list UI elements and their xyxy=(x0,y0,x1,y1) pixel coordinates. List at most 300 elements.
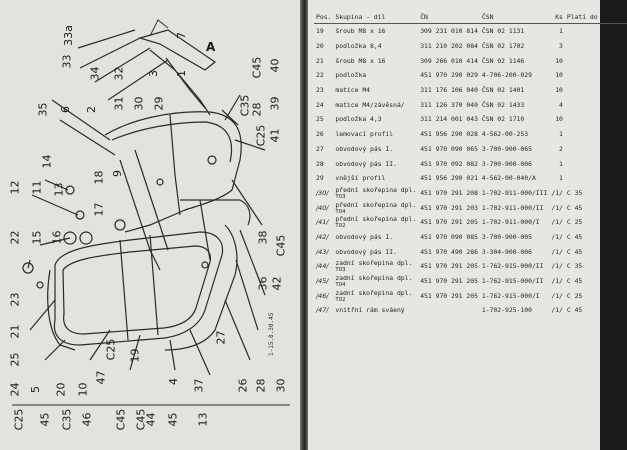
cell-ks xyxy=(549,68,565,83)
part-label: 28 xyxy=(250,102,264,117)
part-label: 13 xyxy=(196,412,210,427)
cell-csn-text: 3-700-900-005 xyxy=(481,232,532,241)
cell-name xyxy=(333,39,418,54)
cell-note xyxy=(565,303,627,318)
cell-csn-text: 1-702-925-100 xyxy=(481,306,532,315)
cell-cn-text: 451 970 291 205 xyxy=(420,291,478,300)
cell-pos xyxy=(314,156,333,171)
cell-pos xyxy=(314,53,333,68)
cell-note-text: C 25 xyxy=(566,291,583,300)
cell-name-text: podložka xyxy=(335,71,367,80)
part-label: 39 xyxy=(268,96,282,111)
part-label: 4 xyxy=(167,378,180,385)
cell-pos-text: 23 xyxy=(316,86,324,95)
cell-name-subtype: TO3 xyxy=(335,267,346,274)
cell-name-text: vnitřní rám sváený xyxy=(335,306,405,315)
cell-ks xyxy=(549,259,565,274)
part-label: C25 xyxy=(104,338,118,361)
cell-cn-text: 451 970 290 029 xyxy=(420,71,478,80)
cell-cn xyxy=(418,97,480,112)
cell-pos xyxy=(314,112,333,127)
table-row xyxy=(314,230,627,245)
part-label: 30 xyxy=(132,96,146,111)
cell-name-text: matice M4 xyxy=(335,86,371,95)
cell-ks-text: /1/ xyxy=(551,277,563,286)
cell-csn-text: 1-702-911-000/II xyxy=(481,203,544,212)
cell-pos xyxy=(314,83,333,98)
table-row xyxy=(314,171,627,186)
cell-cn xyxy=(418,142,480,157)
cell-cn xyxy=(418,68,480,83)
part-label: C35 xyxy=(238,94,252,117)
table-row xyxy=(314,215,627,230)
cell-note xyxy=(565,97,627,112)
cell-note xyxy=(565,53,627,68)
cell-pos-text: 20 xyxy=(316,42,324,51)
cell-ks xyxy=(549,127,565,142)
cell-cn-text: 451 956 290 028 xyxy=(420,130,478,139)
table-row xyxy=(314,97,627,112)
cell-pos-text: 24 xyxy=(316,100,324,109)
part-label: 36 xyxy=(256,276,270,291)
part-label: 12 xyxy=(8,180,22,195)
part-label: 45 xyxy=(38,412,52,427)
part-label: C45 xyxy=(274,234,288,257)
table-row xyxy=(314,274,627,289)
cell-cn xyxy=(418,288,480,303)
cell-pos-text: /43/ xyxy=(316,247,329,256)
cell-cn xyxy=(418,171,480,186)
cell-name xyxy=(333,274,418,289)
cell-csn-text: ČSN 02 1702 xyxy=(481,42,525,51)
table-row xyxy=(314,200,627,215)
table-row xyxy=(314,53,627,68)
cell-csn-text: ČSN 02 1433 xyxy=(481,100,525,109)
part-label: 19 xyxy=(128,348,142,363)
cell-note xyxy=(565,200,627,215)
cell-pos xyxy=(314,274,333,289)
cell-note xyxy=(565,112,627,127)
cell-cn xyxy=(418,39,480,54)
cell-name-text: šroub M8 x 16 xyxy=(335,27,386,36)
cell-ks xyxy=(549,24,565,39)
cell-csn-text: 1-762-915-000/II xyxy=(481,262,544,271)
cell-csn-text: 1-702-911-000/I xyxy=(481,218,540,227)
cell-note xyxy=(565,39,627,54)
cell-ks-text: 10 xyxy=(555,71,563,80)
cell-ks xyxy=(549,274,565,289)
part-label: 44 xyxy=(144,412,158,427)
cell-name xyxy=(333,200,418,215)
cell-name-text: přední skořepina dpl. xyxy=(335,185,417,194)
cell-name xyxy=(333,83,418,98)
col-name: Skupina - díl xyxy=(333,10,418,24)
cell-note-text: C 35 xyxy=(566,188,583,197)
cell-pos xyxy=(314,215,333,230)
cell-ks xyxy=(549,83,565,98)
table-row xyxy=(314,68,627,83)
cell-ks-text: 10 xyxy=(555,86,563,95)
part-label: 38 xyxy=(256,230,270,245)
cell-pos-text: 21 xyxy=(316,56,324,65)
cell-pos xyxy=(314,127,333,142)
part-label: 11 xyxy=(30,180,44,195)
cell-csn xyxy=(480,39,549,54)
table-row xyxy=(314,39,627,54)
cell-name-text: zadní skořepina dpl. xyxy=(335,259,413,268)
col-note: Platí do opravy xyxy=(565,10,627,24)
cell-cn xyxy=(418,186,480,201)
cell-note xyxy=(565,215,627,230)
table-row xyxy=(314,186,627,201)
cell-ks xyxy=(549,97,565,112)
cell-cn-text: 451 970 291 205 xyxy=(420,218,478,227)
cell-note-text: C 25 xyxy=(566,218,583,227)
cell-csn xyxy=(480,24,549,39)
cell-ks xyxy=(549,186,565,201)
cell-csn xyxy=(480,83,549,98)
cell-csn-text: ČSN 02 1710 xyxy=(481,115,525,124)
cell-pos xyxy=(314,303,333,318)
cell-cn xyxy=(418,259,480,274)
cell-name xyxy=(333,112,418,127)
part-label: 21 xyxy=(8,324,22,339)
cell-ks xyxy=(549,200,565,215)
cell-note-text: C 45 xyxy=(566,277,583,286)
part-label: 14 xyxy=(40,154,54,169)
cell-note xyxy=(565,244,627,259)
cell-note xyxy=(565,127,627,142)
table-row xyxy=(314,156,627,171)
table-row xyxy=(314,112,627,127)
cell-note xyxy=(565,68,627,83)
cell-csn xyxy=(480,97,549,112)
cell-csn-text: 3-304-900-006 xyxy=(481,247,532,256)
part-label: 32 xyxy=(112,66,126,81)
cell-cn-text: 451 970 090 065 xyxy=(420,144,478,153)
cell-ks-text: 4 xyxy=(559,100,563,109)
cell-csn xyxy=(480,288,549,303)
cell-ks-text: /1/ xyxy=(551,232,563,241)
cell-cn xyxy=(418,215,480,230)
table-row xyxy=(314,127,627,142)
cell-ks-text: /1/ xyxy=(551,262,563,271)
cell-cn xyxy=(418,127,480,142)
cell-cn xyxy=(418,112,480,127)
cell-pos xyxy=(314,244,333,259)
cell-pos xyxy=(314,39,333,54)
cell-name-text: obvodový pás II. xyxy=(335,247,397,256)
part-label: 37 xyxy=(192,378,206,393)
cell-pos xyxy=(314,230,333,245)
part-label: 35 xyxy=(36,102,50,117)
cell-name-text: vnější profil xyxy=(335,174,386,183)
cell-ks xyxy=(549,156,565,171)
cell-pos xyxy=(314,97,333,112)
cell-note xyxy=(565,186,627,201)
cell-csn xyxy=(480,68,549,83)
col-ks: Ks xyxy=(549,10,565,24)
table-row xyxy=(314,303,627,318)
cell-name-text: přední skořepina dpl. xyxy=(335,200,417,209)
part-label: 3 xyxy=(147,70,160,77)
cell-ks xyxy=(549,230,565,245)
part-label: 47 xyxy=(94,370,108,385)
cell-cn-text: 451 970 291 208 xyxy=(420,188,478,197)
col-csn: ČSN xyxy=(480,10,549,24)
cell-csn xyxy=(480,200,549,215)
cell-name-subtype: TO2 xyxy=(335,296,346,303)
cell-csn-text: 4-562-00-253 xyxy=(481,130,529,139)
cell-name-text: obvodový pás I. xyxy=(335,144,394,153)
cell-cn xyxy=(418,24,480,39)
part-label: 45 xyxy=(166,412,180,427)
cell-note xyxy=(565,156,627,171)
cell-name xyxy=(333,244,418,259)
part-label: 23 xyxy=(8,292,22,307)
cell-name xyxy=(333,142,418,157)
part-label: 34 xyxy=(88,66,102,81)
cell-note-text: C 35 xyxy=(566,262,583,271)
cell-name-text: obvodový pás I. xyxy=(335,232,394,241)
cell-cn-text: 451 970 291 205 xyxy=(420,277,478,286)
cell-pos-text: /42/ xyxy=(316,232,329,241)
cell-note-text: C 45 xyxy=(566,306,583,315)
cell-cn xyxy=(418,230,480,245)
col-pos: Pos. xyxy=(314,10,333,24)
cell-name xyxy=(333,68,418,83)
cell-cn xyxy=(418,303,480,318)
cell-note-text: C 45 xyxy=(566,232,583,241)
cell-name-text: matice M4/závěsná/ xyxy=(335,100,405,109)
part-label: 46 xyxy=(80,412,94,427)
cell-pos xyxy=(314,186,333,201)
cell-cn-text: 311 214 001 043 xyxy=(420,115,478,124)
cell-pos xyxy=(314,288,333,303)
cell-name xyxy=(333,53,418,68)
cell-ks xyxy=(549,171,565,186)
cell-pos-text: 28 xyxy=(316,159,324,168)
part-label: 10 xyxy=(76,382,90,397)
cell-cn xyxy=(418,156,480,171)
part-label: 17 xyxy=(92,202,106,217)
exploded-diagram-page xyxy=(0,0,304,450)
cell-cn xyxy=(418,53,480,68)
cell-ks-text: 1 xyxy=(559,27,563,36)
part-label: 13 xyxy=(52,182,66,197)
cell-pos xyxy=(314,259,333,274)
cell-pos-text: /41/ xyxy=(316,218,329,227)
cell-csn xyxy=(480,215,549,230)
cell-ks-text: 1 xyxy=(559,174,563,183)
cell-ks xyxy=(549,244,565,259)
cell-cn xyxy=(418,83,480,98)
cell-csn xyxy=(480,127,549,142)
cell-note xyxy=(565,142,627,157)
cell-pos-text: /47/ xyxy=(316,306,329,315)
cell-ks-text: 10 xyxy=(555,115,563,124)
cell-cn-text: 311 126 370 040 xyxy=(420,100,478,109)
cell-csn xyxy=(480,142,549,157)
part-label: 33a xyxy=(61,25,75,46)
cell-name xyxy=(333,259,418,274)
cell-pos xyxy=(314,142,333,157)
cell-pos-text: 29 xyxy=(316,174,324,183)
cell-csn-text: 3-700-900-065 xyxy=(481,144,532,153)
cell-cn-text: 451 970 092 082 xyxy=(420,159,478,168)
cell-csn xyxy=(480,230,549,245)
part-label: 20 xyxy=(54,382,68,397)
cell-pos-text: /45/ xyxy=(316,277,329,286)
cell-note xyxy=(565,288,627,303)
cell-csn xyxy=(480,53,549,68)
part-label: C45 xyxy=(250,56,264,79)
cell-ks-text: /1/ xyxy=(551,291,563,300)
cell-note xyxy=(565,24,627,39)
cell-pos-text: 27 xyxy=(316,144,324,153)
cell-csn xyxy=(480,112,549,127)
cell-name xyxy=(333,127,418,142)
part-label: 1 xyxy=(175,70,188,77)
cell-cn-text: 309 266 010 414 xyxy=(420,56,478,65)
part-label: C25 xyxy=(12,408,26,431)
cell-pos-text: /30/ xyxy=(316,188,329,197)
cell-csn xyxy=(480,274,549,289)
cell-note-text: C 45 xyxy=(566,247,583,256)
cell-ks xyxy=(549,112,565,127)
cell-pos-text: /46/ xyxy=(316,291,329,300)
cell-name-subtype: TO4 xyxy=(335,282,346,289)
table-row xyxy=(314,24,627,39)
part-label: 6 xyxy=(59,106,72,113)
table-header-row xyxy=(314,10,627,24)
cell-pos-text: 25 xyxy=(316,115,324,124)
cell-name xyxy=(333,156,418,171)
cell-name xyxy=(333,230,418,245)
part-label: C25 xyxy=(254,124,268,147)
part-label: 40 xyxy=(268,58,282,73)
cell-note xyxy=(565,171,627,186)
cell-csn xyxy=(480,244,549,259)
cell-pos-text: 26 xyxy=(316,130,324,139)
cell-csn-text: 4-706-200-029 xyxy=(481,71,532,80)
cell-ks-text: /1/ xyxy=(551,306,563,315)
cell-name-text: podložka 4,3 xyxy=(335,115,382,124)
cell-name-text: zadní skořepina dpl. xyxy=(335,274,413,283)
cell-csn xyxy=(480,186,549,201)
figure-letter: A xyxy=(206,40,216,54)
cell-csn-text: ČSN 02 1146 xyxy=(481,56,525,65)
cell-csn-text: 1-762-915-000/II xyxy=(481,277,544,286)
cell-ks-text: /1/ xyxy=(551,188,563,197)
cell-cn-text: 451 970 090 085 xyxy=(420,232,478,241)
part-label: 30 xyxy=(274,378,288,393)
parts-list-page xyxy=(308,0,625,450)
col-cn: ČN xyxy=(418,10,480,24)
cell-cn-text: 451 970 291 203 xyxy=(420,203,478,212)
cell-name-text: lemovací profil xyxy=(335,130,394,139)
cell-note-text: C 45 xyxy=(566,203,583,212)
cell-name xyxy=(333,288,418,303)
cell-ks-text: 3 xyxy=(559,42,563,51)
cell-note xyxy=(565,230,627,245)
cell-name-text: obvodový pás II. xyxy=(335,159,397,168)
cell-ks xyxy=(549,53,565,68)
table-row xyxy=(314,83,627,98)
cell-pos-text: 19 xyxy=(316,27,324,36)
cell-cn xyxy=(418,244,480,259)
cell-name xyxy=(333,24,418,39)
cell-csn xyxy=(480,156,549,171)
cell-name-subtype: TO4 xyxy=(335,208,346,215)
cell-pos xyxy=(314,24,333,39)
cell-cn xyxy=(418,274,480,289)
part-label: 28 xyxy=(254,378,268,393)
part-label: 27 xyxy=(214,330,228,345)
cell-note xyxy=(565,83,627,98)
cell-name-subtype: TO2 xyxy=(335,223,346,230)
cell-ks-text: 10 xyxy=(555,56,563,65)
cell-name-text: šroub M8 x 16 xyxy=(335,56,386,65)
cell-name xyxy=(333,303,418,318)
cell-pos xyxy=(314,200,333,215)
cell-csn-text: 1-702-911-000/III xyxy=(481,188,548,197)
cell-cn-text: 451 970 490 286 xyxy=(420,247,478,256)
cell-name xyxy=(333,171,418,186)
cell-cn-text: 311 210 202 084 xyxy=(420,42,478,51)
part-label: 42 xyxy=(270,276,284,291)
part-label: 33 xyxy=(60,54,74,69)
cell-ks-text: /1/ xyxy=(551,218,563,227)
cell-ks-text: 2 xyxy=(559,144,563,153)
cell-ks-text: /1/ xyxy=(551,247,563,256)
table-row xyxy=(314,244,627,259)
table-row xyxy=(314,259,627,274)
cell-csn-text: ČSN 02 1131 xyxy=(481,27,525,36)
cell-cn-text: 311 176 106 040 xyxy=(420,86,478,95)
cell-ks xyxy=(549,215,565,230)
cell-csn-text: 1-762-915-000/I xyxy=(481,291,540,300)
cell-cn-text: 451 970 291 205 xyxy=(420,262,478,271)
part-label: C35 xyxy=(60,408,74,431)
cell-csn xyxy=(480,259,549,274)
parts-table xyxy=(314,10,627,318)
cell-note xyxy=(565,259,627,274)
cell-name-text: zadní skořepina dpl. xyxy=(335,288,413,297)
part-label: C45 xyxy=(114,408,128,431)
cell-csn-text: ČSN 02 1401 xyxy=(481,86,525,95)
cell-name-subtype: TO3 xyxy=(335,193,346,200)
cell-ks xyxy=(549,288,565,303)
cell-pos xyxy=(314,68,333,83)
part-label: 29 xyxy=(152,96,166,111)
cell-cn xyxy=(418,200,480,215)
part-label: 41 xyxy=(268,128,282,143)
part-label: 31 xyxy=(112,96,126,111)
cell-csn-text: 3-700-900-006 xyxy=(481,159,532,168)
table-row xyxy=(314,288,627,303)
part-label: 5 xyxy=(29,386,42,393)
cell-ks-text: 1 xyxy=(559,159,563,168)
part-label: 26 xyxy=(236,378,250,393)
cell-pos-text: /40/ xyxy=(316,203,329,212)
part-label: 15 xyxy=(30,230,44,245)
cell-name-text: podložka 8,4 xyxy=(335,42,382,51)
cell-name-text: přední skořepina dpl. xyxy=(335,215,417,224)
cell-name xyxy=(333,215,418,230)
part-label: C45 xyxy=(134,408,148,431)
part-label: 18 xyxy=(92,170,106,185)
